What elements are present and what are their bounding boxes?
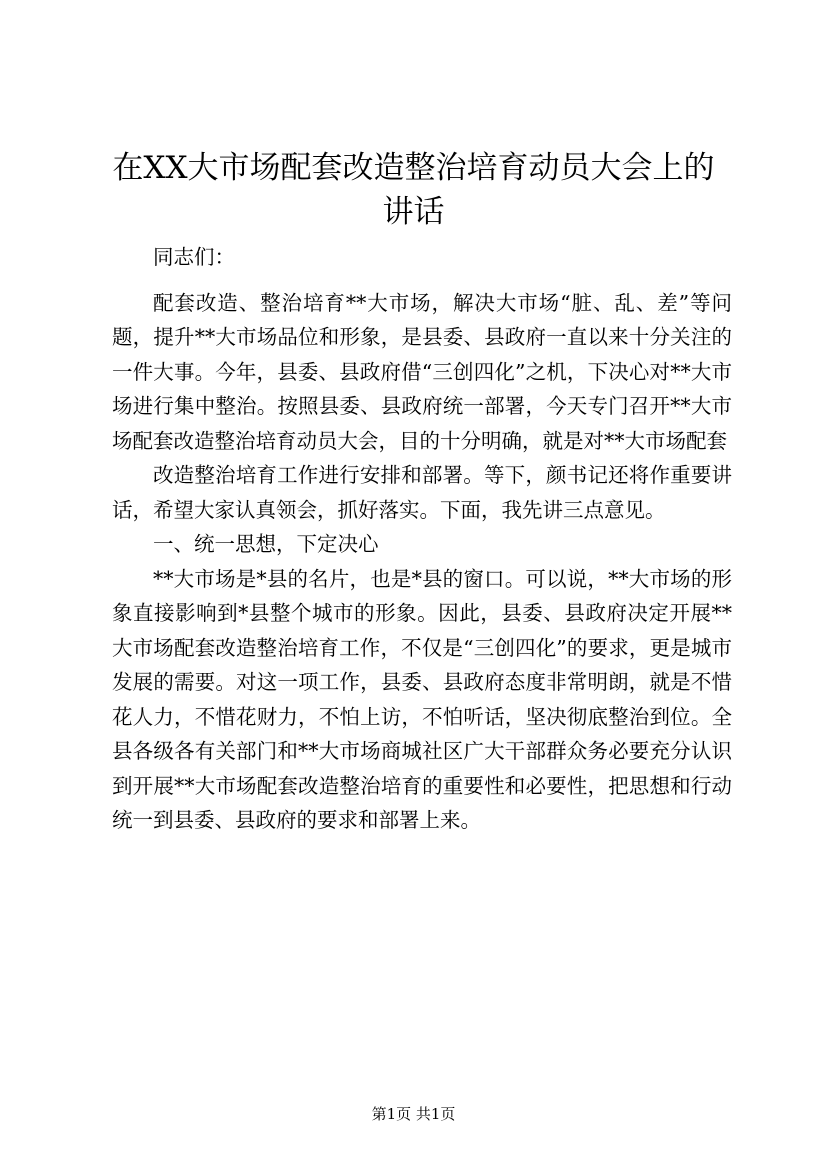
document-title [100, 146, 727, 234]
section-heading-1: 一、统一思想，下定决心 [153, 532, 379, 556]
salutation: 同志们： [153, 245, 235, 269]
paragraph-2: 改造整治培育工作进行安排和部署。等下，颜书记还将作重要讲话，希望大家认真领会，抓好落实。下面，我先讲三点意见。 [112, 463, 732, 522]
document-body [112, 240, 732, 838]
title-line-1: 在XX大市场配套改造整治培育动员大会上的 [112, 150, 715, 186]
paragraph-3: **大市场是*县的名片，也是*县的窗口。可以说，**大市场的形象直接影响到*县整个城市的形象。因此，县委、县政府决定开展**大市场配套改造整治培育工作，不仅是“三创四化”的要求，更是城市发展的需要。对这一项工作，县委、县政府态度非常明朗，就是不惜花人力，不惜花财力，不怕上访，不怕听话，坚决彻底整治到位。全县各级各有关部门和**大市场商城社区广大干部群众务必要充分认识到开展**大市场配套改造整治培育的重要性和必要性，把思想和行动统一到县委、县政府的要求和部署上来。 [112, 566, 732, 832]
page-footer: 第1页 共1页 [371, 1105, 456, 1123]
paragraph-1: 配套改造、整治培育**大市场，解决大市场“脏、乱、差”等问题，提升**大市场品位和形象，是县委、县政府一直以来十分关注的一件大事。今年，县委、县政府借“三创四化”之机，下决心对**大市场进行集中整治。按照县委、县政府统一部署，今天专门召开**大市场配套改造整治培育动员大会，目的十分明确，就是对**大市场配套 [112, 290, 732, 453]
title-line-2: 讲话 [382, 194, 445, 230]
